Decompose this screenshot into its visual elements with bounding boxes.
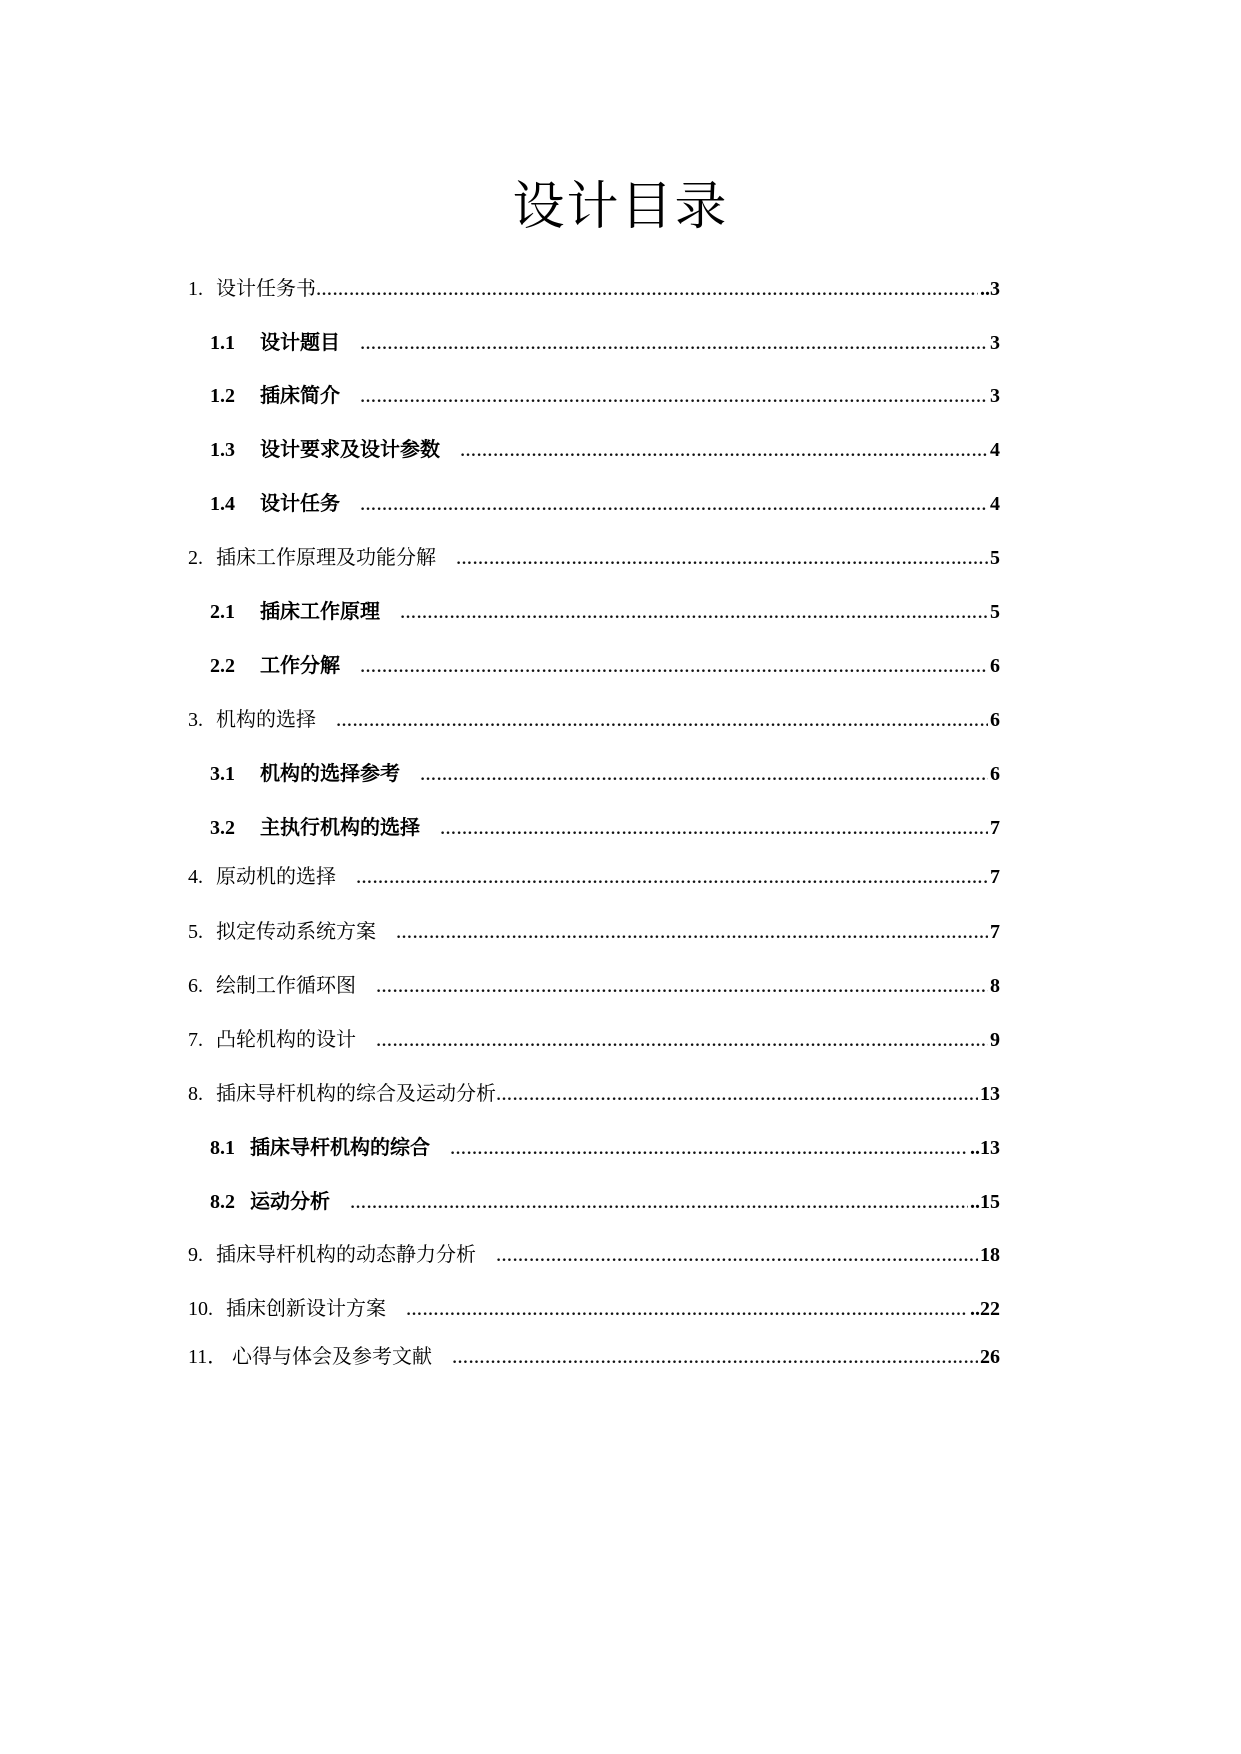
toc-leader-dots — [496, 1087, 978, 1105]
toc-entry-page: ..13 — [970, 1137, 1000, 1159]
toc-leader-dots — [450, 1141, 968, 1159]
toc-leader-dots — [456, 551, 988, 569]
toc-leader-dots — [400, 605, 988, 623]
toc-entry-page: 7 — [990, 866, 1000, 888]
toc-entry[interactable] — [210, 595, 1000, 624]
toc-entry-page: ..15 — [970, 1191, 1000, 1213]
toc-leader-dots — [316, 282, 978, 300]
toc-entry-label: 心得与体会及参考文献 — [232, 1346, 432, 1368]
toc-entry-number: 10. — [188, 1298, 213, 1320]
toc-entry-number: 8. — [188, 1083, 203, 1105]
toc-entry[interactable] — [188, 1340, 1000, 1369]
toc-entry-label: 设计题目 — [260, 332, 340, 354]
toc-entry-page: 8 — [990, 975, 1000, 997]
toc-entry[interactable] — [210, 326, 1000, 355]
toc-leader-dots — [360, 497, 988, 515]
toc-leader-dots — [356, 870, 988, 888]
toc-entry[interactable] — [210, 811, 1000, 840]
toc-entry-page: 18 — [980, 1244, 1000, 1266]
toc-entry-page: 26 — [980, 1346, 1000, 1368]
toc-entry[interactable] — [188, 915, 1000, 944]
toc-entry-label: 设计任务书 — [216, 278, 316, 300]
toc-entry-number: 8.2 — [210, 1191, 235, 1213]
toc-entry[interactable] — [188, 860, 1000, 889]
toc-entry[interactable] — [188, 272, 1000, 301]
page-title: 设计目录 — [512, 179, 729, 236]
toc-entry-number: 2.1 — [210, 601, 235, 623]
toc-entry[interactable] — [210, 757, 1000, 786]
toc-entry-label: 插床工作原理及功能分解 — [216, 547, 436, 569]
toc-entry-number: 11． — [188, 1346, 228, 1368]
toc-entry-page: 6 — [990, 763, 1000, 785]
toc-entry-label: 拟定传动系统方案 — [216, 921, 376, 943]
toc-entry-number: 1.3 — [210, 439, 235, 461]
toc-entry-label: 插床工作原理 — [260, 601, 380, 623]
toc-entry-page: ..3 — [980, 278, 1000, 300]
toc-entry-number: 8.1 — [210, 1137, 235, 1159]
toc-entry-page: 5 — [990, 547, 1000, 569]
toc-entry-number: 1.4 — [210, 493, 235, 515]
toc-entry-number: 3. — [188, 709, 203, 731]
toc-entry-label: 凸轮机构的设计 — [216, 1029, 356, 1051]
toc-entry-number: 3.1 — [210, 763, 235, 785]
toc-leader-dots — [360, 659, 988, 677]
toc-entry-page: 5 — [990, 601, 1000, 623]
toc-entry[interactable] — [188, 703, 1000, 732]
toc-entry-number: 4. — [188, 866, 203, 888]
toc-leader-dots — [376, 1033, 988, 1051]
toc-entry-label: 插床导杆机构的综合及运动分析 — [216, 1083, 496, 1105]
toc-entry-page: 7 — [990, 817, 1000, 839]
toc-entry-page: 6 — [990, 655, 1000, 677]
toc-entry-label: 插床简介 — [260, 385, 340, 407]
toc-entry[interactable] — [188, 1023, 1000, 1052]
toc-entry-label: 工作分解 — [260, 655, 340, 677]
toc-entry-page: 6 — [990, 709, 1000, 731]
toc-leader-dots — [440, 821, 988, 839]
toc-entry-number: 2. — [188, 547, 203, 569]
toc-entry-number: 6. — [188, 975, 203, 997]
toc-entry-number: 1. — [188, 278, 203, 300]
toc-entry-page: 9 — [990, 1029, 1000, 1051]
toc-entry-label: 设计要求及设计参数 — [260, 439, 440, 461]
toc-entry-page: 3 — [990, 332, 1000, 354]
toc-leader-dots — [336, 713, 988, 731]
toc-entry-page: 4 — [990, 493, 1000, 515]
toc-entry-page: ..22 — [970, 1298, 1000, 1320]
toc-entry-label: 绘制工作循环图 — [216, 975, 356, 997]
toc-entry-number: 1.1 — [210, 332, 235, 354]
toc-entry[interactable] — [188, 1238, 1000, 1267]
toc-entry[interactable] — [188, 969, 1000, 998]
toc-entry[interactable] — [210, 487, 1000, 516]
toc-leader-dots — [350, 1195, 968, 1213]
toc-leader-dots — [460, 443, 988, 461]
toc-entry-number: 9. — [188, 1244, 203, 1266]
toc-entry-page: 3 — [990, 385, 1000, 407]
toc-entry-label: 机构的选择参考 — [260, 763, 400, 785]
toc-entry[interactable] — [210, 649, 1000, 678]
toc-entry[interactable] — [210, 1185, 1000, 1214]
toc-entry-number: 5. — [188, 921, 203, 943]
toc-entry[interactable] — [210, 379, 1000, 408]
toc-leader-dots — [396, 925, 988, 943]
toc-leader-dots — [496, 1248, 978, 1266]
toc-leader-dots — [452, 1350, 978, 1368]
toc-entry-label: 机构的选择 — [216, 709, 316, 731]
toc-leader-dots — [376, 979, 988, 997]
toc-entry-label: 设计任务 — [260, 493, 340, 515]
toc-entry-number: 3.2 — [210, 817, 235, 839]
toc-entry[interactable] — [210, 1131, 1000, 1160]
toc-entry-page: 7 — [990, 921, 1000, 943]
toc-entry-label: 主执行机构的选择 — [260, 817, 420, 839]
toc-leader-dots — [420, 767, 988, 785]
toc-entry-page: 4 — [990, 439, 1000, 461]
toc-entry-number: 2.2 — [210, 655, 235, 677]
toc-entry[interactable] — [188, 1292, 1000, 1321]
toc-leader-dots — [406, 1302, 968, 1320]
toc-leader-dots — [360, 389, 988, 407]
toc-entry-label: 插床导杆机构的动态静力分析 — [216, 1244, 476, 1266]
toc-entry-number: 7. — [188, 1029, 203, 1051]
toc-entry-label: 插床导杆机构的综合 — [250, 1137, 430, 1159]
toc-leader-dots — [360, 336, 988, 354]
toc-entry[interactable] — [210, 433, 1000, 462]
toc-entry-label: 原动机的选择 — [216, 866, 336, 888]
toc-entry-page: 13 — [980, 1083, 1000, 1105]
toc-entry-label: 运动分析 — [250, 1191, 330, 1213]
toc-entry[interactable] — [188, 1077, 1000, 1106]
toc-entry-label: 插床创新设计方案 — [226, 1298, 386, 1320]
toc-entry-number: 1.2 — [210, 385, 235, 407]
toc-entry[interactable] — [188, 541, 1000, 570]
